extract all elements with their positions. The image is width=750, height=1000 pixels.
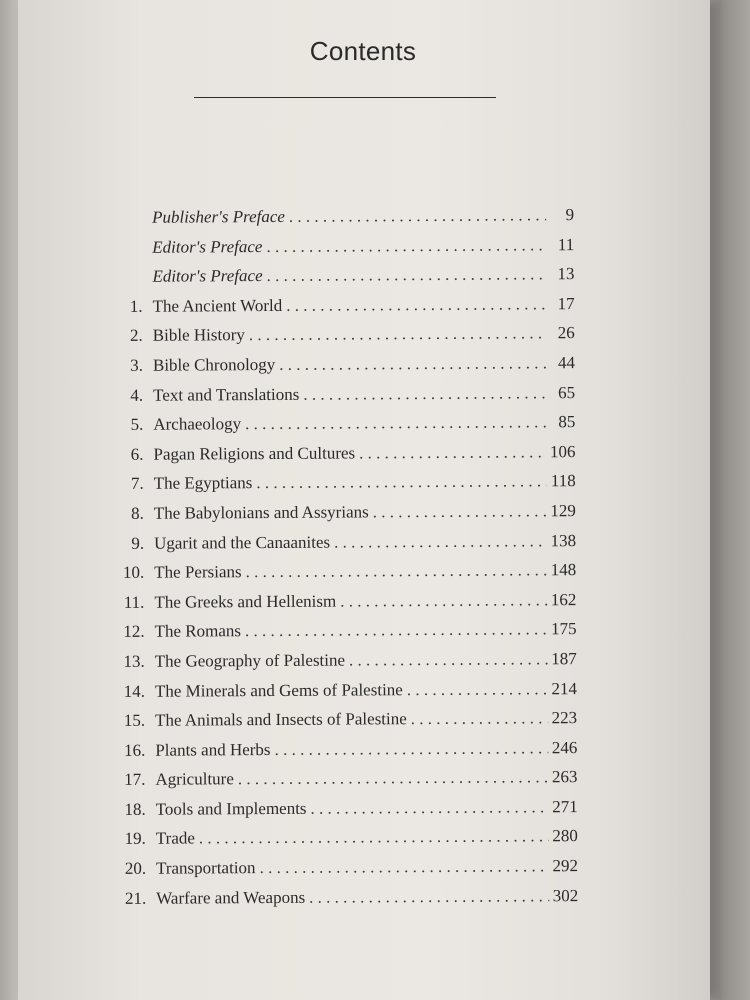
toc-entry-number: 21.: [124, 888, 147, 908]
toc-entry-page: 65: [558, 382, 576, 402]
toc-entry-page: 129: [550, 501, 576, 521]
toc-entry-page: 271: [552, 796, 578, 817]
toc-entry-number: 14.: [123, 681, 146, 701]
toc-entry-title: Publisher's Preface: [151, 206, 285, 227]
dot-leader: [310, 797, 548, 818]
toc-entry: [108, 827, 578, 859]
toc-entry-title: The Babylonians and Assyrians: [153, 502, 369, 523]
toc-entry-page: 162: [550, 589, 577, 609]
toc-entry-title: Text and Translations: [153, 384, 300, 405]
toc-entry-number: 6.: [130, 444, 144, 464]
toc-entry-number: 9.: [131, 533, 145, 553]
dot-leader: [279, 353, 547, 375]
dot-leader: [246, 560, 547, 582]
dot-leader: [256, 472, 547, 494]
dot-leader: [249, 324, 547, 346]
toc-entry: [105, 353, 575, 385]
toc-entry-title: Trade: [155, 828, 195, 849]
toc-entry-page: 223: [551, 708, 578, 728]
toc-entry-title: Bible Chronology: [152, 354, 276, 375]
toc-entry-page: 187: [551, 649, 577, 669]
toc-entry-page: 11: [557, 234, 575, 254]
dot-leader: [289, 205, 546, 227]
toc-entry-page: 118: [550, 471, 576, 491]
toc-entry-number: 10.: [122, 562, 145, 583]
toc-entry: [106, 501, 576, 533]
toc-entry-number: 15.: [123, 710, 146, 730]
toc-entry-title: Warfare and Weapons: [156, 887, 306, 908]
toc-entry-number: 17.: [124, 770, 146, 790]
toc-entry-page: 106: [549, 441, 576, 462]
toc-entry-number: 12.: [123, 622, 145, 642]
toc-entry: [104, 264, 574, 296]
toc-entry-page: 292: [552, 856, 579, 876]
toc-entry: [104, 205, 574, 237]
dot-leader: [411, 708, 548, 729]
toc-entry-page: 263: [551, 767, 578, 787]
toc-entry-page: 302: [552, 885, 579, 905]
toc-entry-page: 280: [552, 826, 578, 846]
dot-leader: [407, 679, 548, 700]
toc-entry-title: Transportation: [155, 858, 256, 878]
toc-entry-page: 246: [551, 737, 578, 757]
toc-entry-title: The Minerals and Gems of Palestine: [154, 679, 403, 701]
toc-entry-page: 9: [565, 205, 575, 225]
toc-entry-page: 85: [558, 412, 576, 432]
dot-leader: [245, 620, 547, 642]
toc-entry: [107, 767, 577, 799]
toc-entry: [105, 294, 575, 326]
dot-leader: [259, 856, 548, 878]
dot-leader: [286, 294, 547, 316]
toc-entry-title: Agriculture: [155, 769, 234, 789]
dot-leader: [245, 412, 547, 434]
toc-entry-page: 138: [550, 530, 577, 550]
toc-entry: [106, 560, 576, 592]
toc-entry-number: 5.: [130, 414, 144, 434]
toc-entry-number: 4.: [130, 385, 144, 405]
toc-entry-number: 13.: [123, 651, 145, 671]
dot-leader: [309, 886, 549, 907]
toc-entry-title: Plants and Herbs: [155, 739, 271, 760]
toc-entry: [107, 619, 577, 651]
toc-entry-title: The Persians: [154, 562, 242, 582]
toc-entry-title: Editor's Preface: [152, 236, 263, 257]
toc-entry-number: 8.: [131, 503, 144, 523]
toc-entry: [107, 738, 577, 770]
dot-leader: [349, 649, 547, 670]
table-of-contents: [104, 205, 578, 918]
toc-entry: [106, 590, 576, 622]
book-page: [18, 0, 710, 1000]
toc-entry-number: 3.: [130, 355, 144, 375]
toc-entry-title: The Animals and Insects of Palestine: [155, 709, 407, 730]
toc-entry-title: Bible History: [152, 325, 245, 346]
toc-entry: [107, 649, 577, 681]
toc-entry: [105, 412, 575, 444]
toc-entry-number: 16.: [124, 740, 146, 760]
toc-entry-title: The Geography of Palestine: [154, 650, 346, 671]
toc-entry-title: Pagan Religions and Cultures: [153, 443, 356, 464]
toc-entry-page: 148: [550, 560, 577, 580]
toc-entry-page: 13: [557, 264, 575, 284]
toc-entry: [107, 708, 577, 740]
toc-entry-number: 19.: [124, 829, 146, 849]
page-title: Contents: [309, 36, 417, 66]
toc-entry: [105, 442, 575, 474]
dot-leader: [274, 738, 547, 760]
toc-entry-number: 11.: [123, 592, 145, 612]
toc-entry-page: 214: [551, 678, 577, 698]
toc-entry: [108, 856, 578, 888]
toc-entry-number: 18.: [124, 799, 146, 819]
toc-entry-title: Ugarit and the Canaanites: [153, 532, 331, 553]
title-underline: [194, 97, 496, 98]
toc-entry-title: The Romans: [154, 621, 242, 642]
dot-leader: [267, 264, 547, 286]
toc-entry-title: Tools and Implements: [155, 798, 307, 819]
toc-entry-title: The Ancient World: [152, 295, 283, 316]
toc-entry: [106, 471, 576, 503]
dot-leader: [359, 442, 546, 463]
toc-entry-page: 26: [557, 323, 575, 343]
toc-entry-page: 17: [557, 293, 575, 314]
toc-entry: [106, 531, 576, 563]
dot-leader: [373, 501, 547, 522]
toc-entry: [104, 235, 574, 267]
toc-entry-number: 1.: [129, 296, 143, 316]
dot-leader: [238, 768, 548, 790]
toc-entry-number: 20.: [124, 858, 147, 878]
dot-leader: [199, 827, 549, 849]
toc-entry-page: 175: [551, 619, 577, 639]
toc-entry-page: 44: [557, 353, 576, 373]
dot-leader: [340, 590, 547, 611]
dot-leader: [334, 531, 547, 552]
toc-entry: [108, 797, 578, 829]
toc-entry: [107, 679, 577, 711]
toc-entry-number: 2.: [129, 326, 143, 346]
toc-entry-title: Editor's Preface: [152, 266, 263, 286]
toc-entry: [105, 383, 575, 415]
toc-entry: [105, 324, 575, 356]
toc-entry-number: 7.: [130, 474, 144, 494]
toc-entry: [108, 886, 578, 918]
toc-entry-title: Archaeology: [153, 414, 242, 434]
toc-entry-title: The Greeks and Hellenism: [154, 591, 337, 612]
dot-leader: [303, 383, 547, 404]
toc-entry-title: The Egyptians: [153, 473, 253, 494]
dot-leader: [266, 235, 546, 257]
